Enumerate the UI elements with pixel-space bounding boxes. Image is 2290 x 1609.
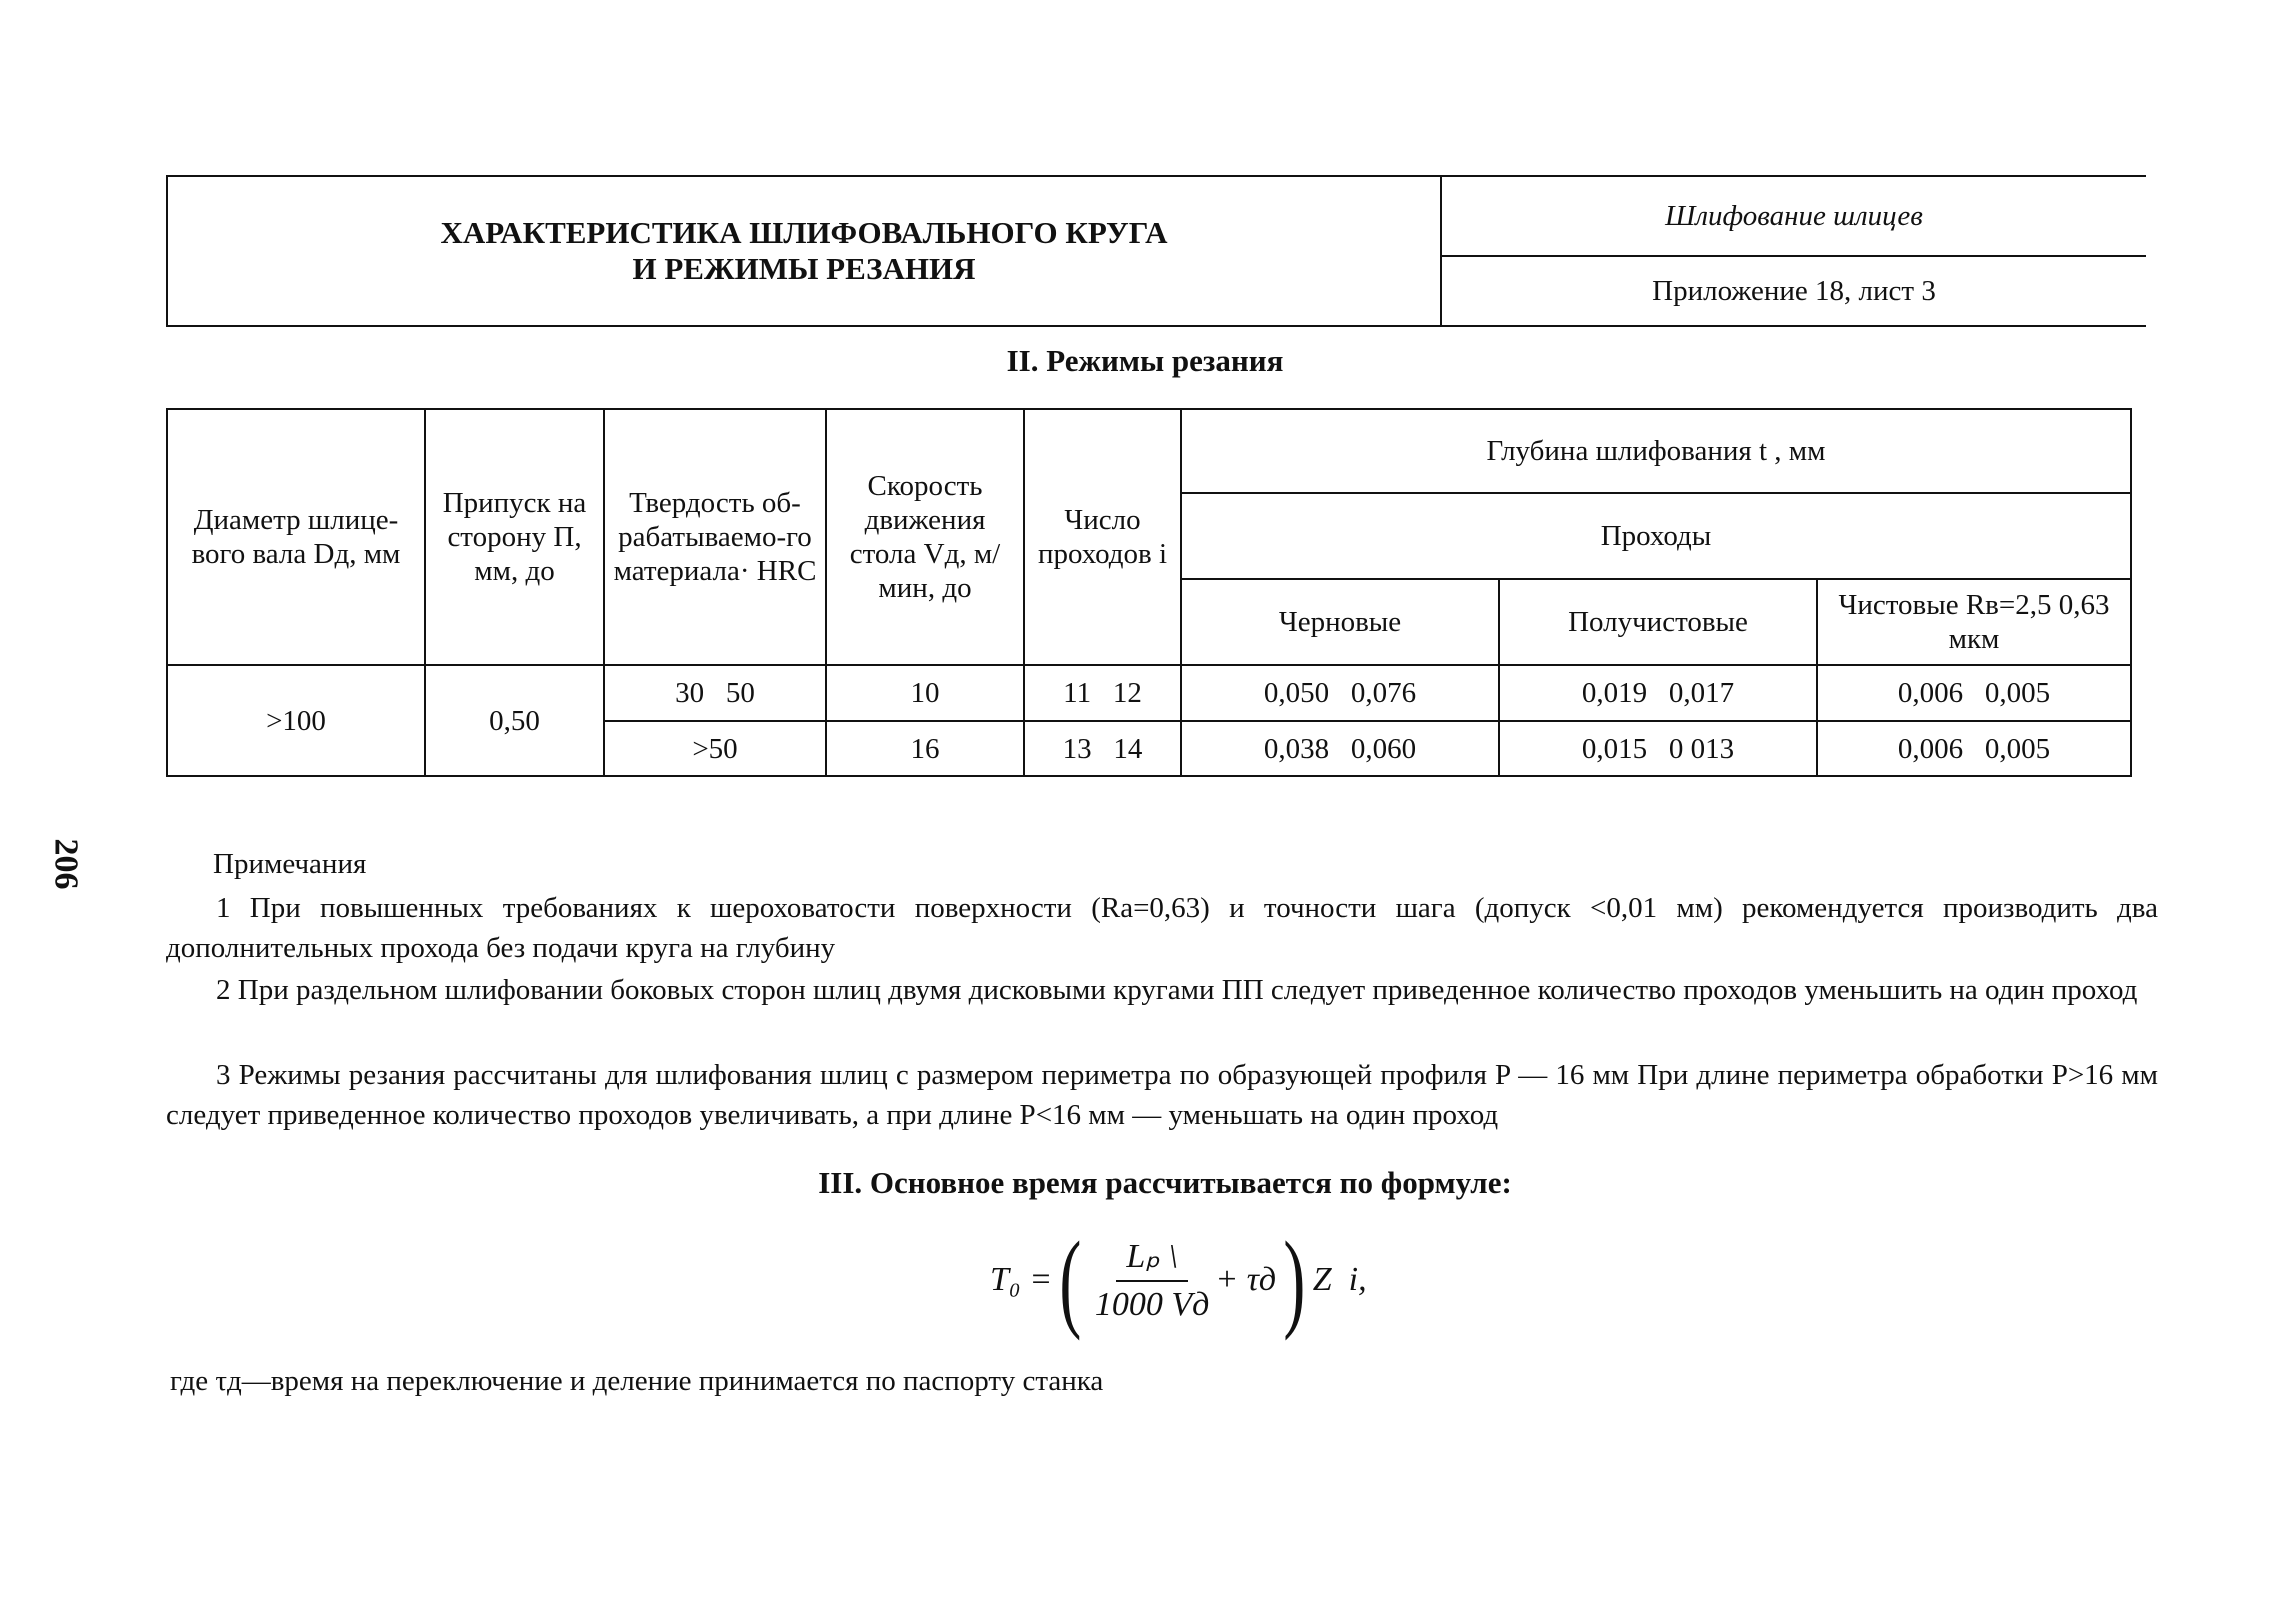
th-hardness: Твердость об-рабатываемо-го материала· HRC	[604, 409, 826, 665]
note-2: 2 При раздельном шлифовании боковых сторон шлиц двумя дисковыми кругами ПП следует приведенное количество проходов уменьшить на один проход	[216, 974, 2138, 1006]
formula	[990, 1219, 1367, 1341]
cell-passes: 13 14	[1024, 721, 1181, 776]
cell-semi: 0,015 0 013	[1499, 721, 1817, 776]
where-text: где τд—время на переключение и деление принимается по паспорту станка	[170, 1365, 1104, 1397]
note-1: 1 При повышенных требованиях к шероховатости поверхности (Ra=0,63) и точности шага (допуск <0,01 мм) рекомендуется производить два дополнительных прохода без подачи круга на глубину	[166, 892, 2158, 964]
cell-finish: 0,006 0,005	[1817, 665, 2131, 721]
header-subject: Шлифование шлицев	[1442, 177, 2146, 257]
title-line-1: ХАРАКТЕРИСТИКА ШЛИФОВАЛЬНОГО КРУГА	[440, 215, 1168, 250]
cell-rough: 0,050 0,076	[1181, 665, 1499, 721]
cell-hardness: 30 50	[604, 665, 826, 721]
th-allowance: Припуск на сторону П, мм, до	[425, 409, 604, 665]
cell-hardness: >50	[604, 721, 826, 776]
cell-diameter: >100	[167, 665, 425, 776]
th-speed: Скорость движения стола Vд, м/мин, до	[826, 409, 1024, 665]
table-row	[167, 665, 2131, 721]
cell-finish: 0,006 0,005	[1817, 721, 2131, 776]
th-depth: Глубина шлифования t , мм	[1181, 409, 2131, 493]
th-diameter: Диаметр шлице-вого вала Dд, мм	[167, 409, 425, 665]
page-number: 206	[47, 838, 85, 890]
cell-rough: 0,038 0,060	[1181, 721, 1499, 776]
cutting-modes-table	[166, 408, 2132, 777]
notes-title: Примечания	[213, 848, 367, 880]
th-semi: Получистовые	[1499, 579, 1817, 665]
formula-lhs: T₀ =	[990, 1261, 1053, 1298]
title-line-2: И РЕЖИМЫ РЕЗАНИЯ	[632, 251, 976, 286]
cell-speed: 16	[826, 721, 1024, 776]
plus-term: + τд	[1215, 1261, 1277, 1298]
th-passes: Число проходов i	[1024, 409, 1181, 665]
header-appendix: Приложение 18, лист 3	[1652, 274, 1936, 307]
th-finish: Чистовые Rв=2,5 0,63 мкм	[1817, 579, 2131, 665]
cell-passes: 11 12	[1024, 665, 1181, 721]
header-title	[168, 177, 1442, 325]
formula-tail: Z i,	[1312, 1261, 1367, 1298]
th-passes-group: Проходы	[1181, 493, 2131, 579]
denominator: 1000 Vд	[1094, 1286, 1210, 1323]
th-rough: Черновые	[1181, 579, 1499, 665]
numerator: Lₚ \	[1116, 1236, 1187, 1282]
left-paren: (	[1059, 1219, 1082, 1341]
fraction	[1095, 1236, 1209, 1324]
cell-allowance: 0,50	[425, 665, 604, 776]
header-box	[166, 175, 2146, 327]
cell-semi: 0,019 0,017	[1499, 665, 1817, 721]
section-2-title: II. Режимы резания	[1006, 343, 1284, 378]
cell-speed: 10	[826, 665, 1024, 721]
right-paren: )	[1283, 1219, 1306, 1341]
section-3-title: III. Основное время рассчитывается по формуле:	[818, 1165, 1512, 1200]
note-3: 3 Режимы резания рассчитаны для шлифования шлиц с размером периметра по образующей профиля P — 16 мм При длине периметра обработки P>16 мм следует приведенное количество проходов увеличивать, а при длине P<16 мм — уменьшать на один проход	[166, 1059, 2158, 1131]
